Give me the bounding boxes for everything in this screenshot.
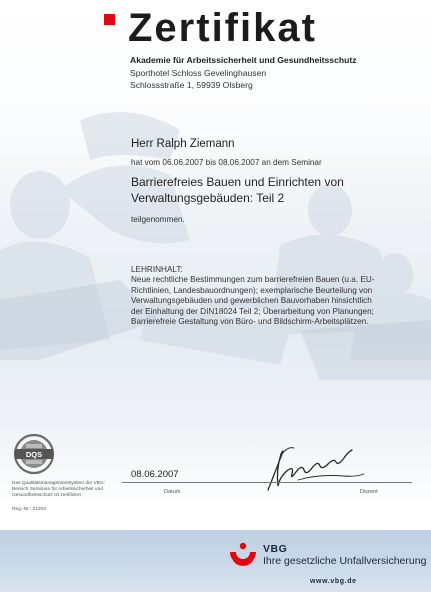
seminar-title-line: Verwaltungsgebäuden: Teil 2 [131,191,285,205]
registration-number: Reg.-Nr.: 21203 [12,507,46,512]
quality-seal-icon [12,430,72,480]
lecturer-label: Dozent [360,489,378,495]
contents-line: Verwaltungsgebäuden und gewerblichen Bauvorhaben hinsichtlich [131,296,372,306]
contents-line: der Einhaltung der DIN18024 Teil 2; Überarbeitung von Planungen; [131,306,374,316]
contents-line: Neue rechtliche Bestimmungen zum barrierefreien Bauen (u.a. EU- [131,275,375,284]
seminar-title [131,174,401,206]
quality-line: Das Qualitätsmanagementsystem der VBG: [12,481,106,486]
seminar-title-line: Barrierefreies Bauen und Einrichten von [131,175,344,189]
vbg-brand: VBG [263,543,288,555]
academy-name: Akademie für Arbeitssicherheit und Gesundheitsschutz [130,55,357,65]
signature-line [122,482,412,483]
quality-line: Bereich Seminare für Arbeitssicherheit und [12,486,103,492]
contents-text [131,275,421,328]
handwritten-signature [248,440,368,498]
recipient-name: Herr Ralph Ziemann [131,138,235,150]
vbg-website: www.vbg.de [310,578,357,585]
brand-red-square [104,14,115,25]
vbg-tagline: Ihre gesetzliche Unfallversicherung [263,555,427,567]
seminar-period: hat vom 06.06.2007 bis 08.06.2007 an dem Seminar [131,158,322,167]
quality-line: Gesundheitsschutz ist zertifiziert [12,492,81,498]
contents-line: Richtlinien, Landesbauordnungen); exemplarische Beurteilung von [131,285,373,295]
quality-statement [12,481,122,498]
participation-note: teilgenommen. [131,215,185,224]
venue-name: Sporthotel Schloss Gevelinghausen [130,68,267,78]
signature-date: 08.06.2007 [131,469,179,480]
venue-address: Schlossstraße 1, 59939 Olsberg [130,80,253,90]
contents-line: Barrierefreie Gestaltung von Büro- und Bildschirm-Arbeitsplätzen. [131,317,369,327]
vbg-logo-icon [228,540,258,570]
date-label: Datum [164,489,181,495]
certificate-title: Zertifikat [128,6,317,50]
seal-text: DQS [25,450,43,459]
contents-heading: LEHRINHALT: [131,265,183,274]
